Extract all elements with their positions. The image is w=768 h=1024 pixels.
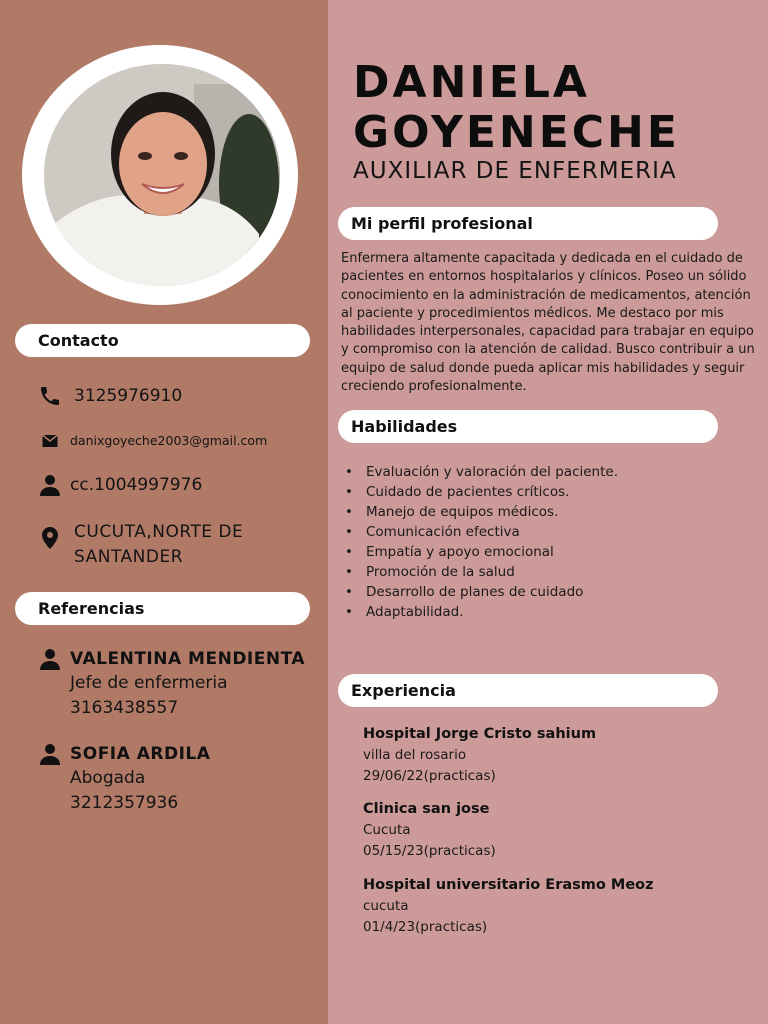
experience-date: 01/4/23(practicas) <box>363 919 488 935</box>
skill-item: • Manejo de equipos médicos. <box>345 502 618 522</box>
contact-phone <box>38 384 182 408</box>
experience-city: villa del rosario <box>363 747 467 763</box>
reference-item <box>38 742 210 816</box>
phone-number: 3125976910 <box>74 386 183 406</box>
contact-section-header: Contacto <box>15 324 310 357</box>
experience-item <box>363 724 596 787</box>
experience-section-header: Experiencia <box>338 674 718 707</box>
reference-phone: 3163438557 <box>70 698 179 718</box>
skill-item: • Adaptabilidad. <box>345 602 618 622</box>
experience-place: Clinica san jose <box>363 801 490 817</box>
experience-item <box>363 875 654 938</box>
profile-description: Enfermera altamente capacitada y dedicada en el cuidado de pacientes en entornos hospitalarios y clínicos. Poseo un sólido conocimiento en la administración de medicamentos, atención al paciente y procedimientos médicos. Me destaco por mis habilidades interpersonales, capacidad para trabajar en equipo y compromiso con la atención de calidad. Busco contribuir a un equipo de salud donde pueda aplicar mis habilidades y seguir creciendo profesionalmente. <box>341 251 755 395</box>
last-name: GOYENECHE <box>353 107 680 158</box>
first-name: DANIELA <box>353 57 590 108</box>
skill-item: • Promoción de la salud <box>345 562 618 582</box>
phone-icon <box>38 384 62 408</box>
skill-item: • Cuidado de pacientes críticos. <box>345 482 618 502</box>
experience-date: 05/15/23(practicas) <box>363 843 496 859</box>
mail-icon <box>38 432 62 450</box>
person-icon <box>38 647 62 671</box>
experience-place: Hospital universitario Erasmo Meoz <box>363 877 654 893</box>
contact-location <box>38 520 243 570</box>
reference-phone: 3212357936 <box>70 793 179 813</box>
reference-name: SOFIA ARDILA <box>70 744 211 764</box>
references-section-header: Referencias <box>15 592 310 625</box>
experience-place: Hospital Jorge Cristo sahium <box>363 726 597 742</box>
reference-title: Abogada <box>70 768 146 788</box>
experience-city: Cucuta <box>363 822 411 838</box>
profile-section-header: Mi perfil profesional <box>338 207 718 240</box>
location-pin-icon <box>38 526 62 550</box>
skill-item: • Evaluación y valoración del paciente. <box>345 462 618 482</box>
person-icon <box>38 473 62 497</box>
reference-item <box>38 647 305 721</box>
skill-item: • Empatía y apoyo emocional <box>345 542 618 562</box>
id-number: cc.1004997976 <box>70 475 203 495</box>
skills-section-header: Habilidades <box>338 410 718 443</box>
job-title: AUXILIAR DE ENFERMERIA <box>353 158 677 184</box>
skill-item: • Desarrollo de planes de cuidado <box>345 582 618 602</box>
location-text <box>74 520 243 570</box>
profile-photo <box>44 64 280 286</box>
contact-email <box>38 432 267 450</box>
reference-name: VALENTINA MENDIENTA <box>70 649 306 669</box>
email-address: danixgoyeche2003@gmail.com <box>70 433 268 448</box>
person-icon <box>38 742 62 766</box>
skill-item: • Comunicación efectiva <box>345 522 618 542</box>
experience-city: cucuta <box>363 898 409 914</box>
full-name <box>353 58 680 158</box>
location-line-2: SANTANDER <box>74 547 184 567</box>
reference-title: Jefe de enfermeria <box>70 673 228 693</box>
experience-date: 29/06/22(practicas) <box>363 768 496 784</box>
contact-id <box>38 473 202 497</box>
skills-list <box>345 462 618 622</box>
experience-item <box>363 799 496 862</box>
location-line-1: CUCUTA,NORTE DE <box>74 522 244 542</box>
